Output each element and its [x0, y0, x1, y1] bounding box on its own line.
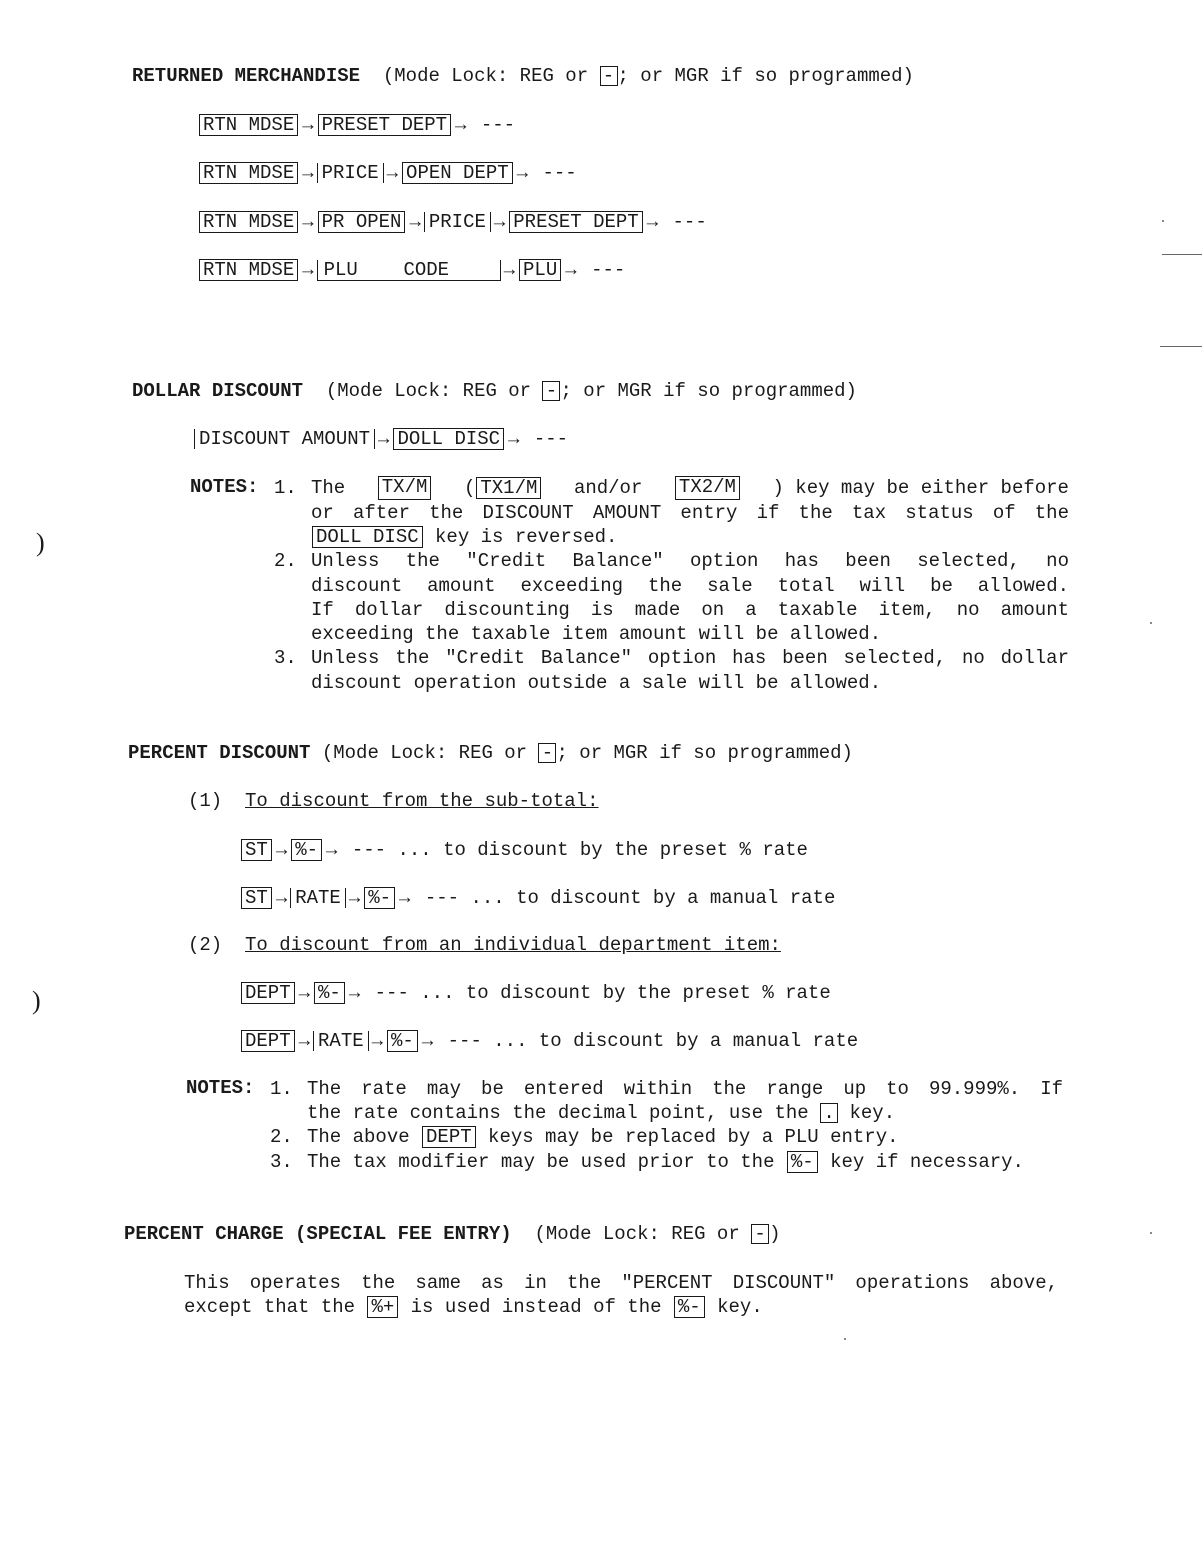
arrow-icon: →: [565, 259, 577, 281]
dollar-note-1-line-3: DOLL DISC key is reversed.: [311, 525, 617, 549]
arrow-icon: →: [275, 839, 288, 861]
dashes: ---: [672, 211, 707, 233]
returned-merchandise-heading-line: [132, 64, 914, 88]
scan-mark: [1162, 254, 1202, 255]
arrow-icon: →: [348, 887, 361, 909]
percent-note-1-line-1: The rate may be entered within the range up to 99.999%. If: [307, 1078, 1063, 1100]
description: ... to discount by the preset % rate: [397, 839, 808, 861]
arrow-icon: →: [409, 211, 421, 233]
mode-lock-text-end: ): [769, 1223, 781, 1245]
scan-mark: [1160, 346, 1202, 347]
binding-hole-mark: ): [36, 528, 45, 557]
arrow-icon: →: [371, 1030, 384, 1052]
arrow-icon: →: [298, 982, 311, 1004]
note-number: 2.: [274, 550, 297, 572]
rtn-mdse-key: RTN MDSE: [199, 114, 298, 136]
dashes: ---: [351, 839, 387, 861]
description: ... to discount by a manual rate: [470, 887, 836, 909]
scan-speck: [1150, 622, 1152, 624]
dollar-note-2-line-3: If dollar discounting is made on a taxable item, no amount: [311, 599, 1069, 621]
preset-dept-key: PRESET DEPT: [509, 211, 642, 233]
arrow-icon: →: [302, 259, 314, 281]
mode-lock-text: (Mode Lock: REG or: [325, 380, 532, 402]
decimal-point-key: .: [820, 1103, 838, 1123]
dollar-note-1-line-1: The TX/M ( TX1/M and/or TX2/M ) key may be either before: [311, 476, 1069, 499]
rate-entry: RATE: [290, 888, 346, 908]
arrow-icon: →: [399, 887, 411, 909]
arrow-icon: →: [503, 259, 516, 281]
rtn-sequence-2: [198, 161, 577, 185]
percent-plus-key: %+: [367, 1296, 398, 1318]
rate-entry: RATE: [313, 1031, 369, 1051]
dashes: ---: [480, 114, 516, 136]
section-heading: DOLLAR DISCOUNT: [132, 380, 304, 402]
arrow-icon: →: [302, 211, 314, 233]
minus-key: -: [538, 743, 556, 763]
open-dept-key: OPEN DEPT: [402, 162, 513, 184]
rtn-sequence-1: [198, 113, 515, 137]
rtn-sequence-4: [198, 258, 625, 282]
dollar-sequence: [194, 427, 568, 451]
plu-key: PLU: [519, 259, 561, 281]
pct-sequence-dept-manual: [240, 1029, 858, 1053]
mode-lock-text: (Mode Lock: REG or: [321, 742, 528, 764]
dollar-note-2-line-4: exceeding the taxable item amount will be allowed.: [311, 623, 882, 645]
st-key: ST: [241, 839, 272, 861]
minus-key: -: [600, 66, 618, 86]
dollar-note-2-line-1: Unless the "Credit Balance" option has been selected, no: [311, 550, 1069, 572]
plu-code-entry: PLU CODE: [317, 260, 501, 281]
subsection-title: To discount from an individual department item:: [245, 934, 781, 956]
arrow-icon: →: [378, 428, 390, 450]
arrow-icon: →: [298, 1030, 311, 1052]
rtn-mdse-key: RTN MDSE: [199, 259, 298, 281]
subsection-title: To discount from the sub-total:: [245, 790, 599, 812]
pr-open-key: PR OPEN: [318, 211, 406, 233]
percent-note-2: The above DEPT keys may be replaced by a PLU entry.: [307, 1126, 899, 1148]
notes-label: NOTES:: [190, 476, 259, 498]
arrow-icon: →: [275, 887, 288, 909]
section-heading: PERCENT CHARGE (SPECIAL FEE ENTRY): [124, 1223, 512, 1245]
subsection-2-title-line: [188, 933, 781, 957]
dashes: ---: [533, 428, 569, 450]
percent-discount-heading-line: [128, 741, 853, 765]
arrow-icon: →: [646, 211, 659, 233]
scan-speck: [1150, 1232, 1152, 1234]
dashes: ---: [447, 1030, 482, 1052]
note-number: 3.: [270, 1151, 293, 1173]
rtn-mdse-key: RTN MDSE: [199, 211, 298, 233]
dashes: ---: [591, 259, 626, 281]
rtn-mdse-key: RTN MDSE: [199, 162, 298, 184]
pct-sequence-st-manual: [240, 886, 835, 910]
section-heading: RETURNED MERCHANDISE: [132, 65, 361, 87]
tx-m-key: TX/M: [378, 476, 432, 500]
mode-lock-text-end: ; or MGR if so programmed): [560, 380, 857, 402]
notes-label: NOTES:: [186, 1077, 255, 1099]
doll-disc-key: DOLL DISC: [393, 428, 504, 450]
section-heading: PERCENT DISCOUNT: [128, 742, 311, 764]
charge-line-2: except that the %+ is used instead of the %- key.: [184, 1296, 763, 1318]
arrow-icon: →: [516, 162, 529, 184]
arrow-icon: →: [348, 982, 361, 1004]
arrow-icon: →: [493, 211, 506, 233]
doll-disc-key: DOLL DISC: [312, 526, 423, 548]
note-number: 3.: [274, 647, 297, 669]
dashes: ---: [374, 982, 409, 1004]
discount-amount-entry: DISCOUNT AMOUNT: [194, 429, 370, 449]
percent-minus-key: %-: [387, 1030, 418, 1052]
percent-charge-heading-line: [124, 1222, 781, 1246]
arrow-icon: →: [302, 162, 314, 184]
tx1-m-key: TX1/M: [476, 477, 541, 499]
pct-sequence-st-preset: [240, 838, 808, 862]
dollar-note-1-line-2: or after the DISCOUNT AMOUNT entry if the tax status of the: [311, 502, 1069, 524]
note-number: 1.: [270, 1078, 293, 1100]
percent-note-1-line-2: the rate contains the decimal point, use the . key.: [307, 1102, 896, 1124]
arrow-icon: →: [326, 839, 338, 861]
arrow-icon: →: [508, 428, 520, 450]
dollar-discount-heading-line: [132, 379, 857, 403]
minus-key: -: [751, 1224, 769, 1244]
arrow-icon: →: [386, 162, 399, 184]
note-number: 1.: [274, 477, 297, 499]
mode-lock-text-end: ; or MGR if so programmed): [617, 65, 914, 87]
st-key: ST: [241, 887, 272, 909]
description: ... to discount by the preset % rate: [420, 982, 831, 1004]
price-entry: PRICE: [317, 163, 384, 183]
percent-minus-key: %-: [787, 1151, 818, 1173]
subsection-number: (2): [188, 934, 223, 956]
minus-key: -: [542, 381, 560, 401]
dept-key: DEPT: [422, 1126, 476, 1148]
dashes: ---: [542, 162, 577, 184]
arrow-icon: →: [421, 1030, 434, 1052]
dollar-note-3-line-1: Unless the "Credit Balance" option has been selected, no dollar: [311, 647, 1069, 669]
description: ... to discount by a manual rate: [493, 1030, 859, 1052]
binding-hole-mark: ): [32, 986, 41, 1015]
mode-lock-text-end: ; or MGR if so programmed): [556, 742, 853, 764]
subsection-number: (1): [188, 790, 223, 812]
pct-sequence-dept-preset: [240, 981, 831, 1005]
price-entry: PRICE: [424, 212, 491, 232]
subsection-1-title-line: [188, 789, 599, 813]
dashes: ---: [424, 887, 460, 909]
percent-minus-key: %-: [314, 982, 345, 1004]
dollar-note-3-line-2: discount operation outside a sale will be allowed.: [311, 672, 882, 694]
charge-line-1: This operates the same as in the "PERCENT DISCOUNT" operations above,: [184, 1272, 1058, 1294]
scan-speck: [1162, 220, 1164, 222]
scan-speck: [844, 1338, 846, 1340]
mode-lock-text: (Mode Lock: REG or: [534, 1223, 740, 1245]
preset-dept-key: PRESET DEPT: [318, 114, 451, 136]
dollar-note-2-line-2: discount amount exceeding the sale total will be allowed.: [311, 575, 1069, 597]
rtn-sequence-3: [198, 210, 707, 234]
tx2-m-key: TX2/M: [675, 476, 740, 500]
percent-minus-key: %-: [364, 887, 395, 909]
note-number: 2.: [270, 1126, 293, 1148]
percent-note-3: The tax modifier may be used prior to the %- key if necessary.: [307, 1151, 1024, 1173]
arrow-icon: →: [302, 114, 314, 136]
arrow-icon: →: [455, 114, 467, 136]
dept-key: DEPT: [241, 982, 295, 1004]
percent-minus-key: %-: [674, 1296, 705, 1318]
percent-minus-key: %-: [291, 839, 322, 861]
dept-key: DEPT: [241, 1030, 295, 1052]
mode-lock-text: (Mode Lock: REG or: [382, 65, 589, 87]
